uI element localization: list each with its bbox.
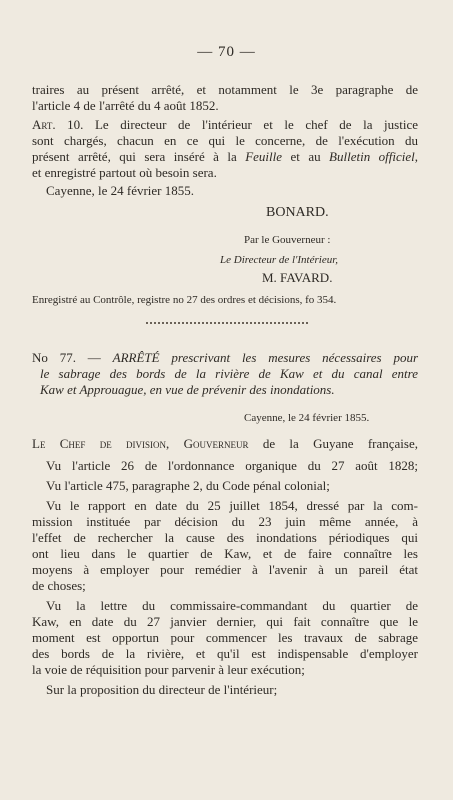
text-line: moyens à employer pour remédier à l'avenir à un pareil état: [32, 562, 418, 577]
text-line: la voie de réquisition pour parvenir à leur exécution;: [32, 662, 305, 677]
text-segment: et au: [282, 149, 330, 164]
article-number: Art. 10.: [32, 117, 84, 132]
date-line: Cayenne, le 24 février 1855.: [46, 183, 195, 198]
text-line: Vu l'article 475, paragraphe 2, du Code pénal colonial;: [46, 478, 330, 493]
heading-text: ARRÊTÉ prescrivant les mesures nécessaires pour: [112, 350, 418, 365]
text-line: ont lieu dans le quartier de Kaw, et de faire connaître les: [32, 546, 418, 561]
bulletin-title: Bulletin officiel: [329, 149, 415, 164]
text-line: de choses;: [32, 578, 86, 593]
signature-name: BONARD.: [266, 205, 329, 220]
text-line: et enregistré partout où besoin sera.: [32, 165, 217, 180]
text-segment: ,: [414, 149, 418, 164]
text-line: mission instituée par décision du 23 juin même année, à: [32, 514, 418, 529]
text-line: moment est opportun pour commencer les travaux de sabrage: [32, 630, 418, 645]
text-line: Vu la lettre du commissaire-commandant du quartier de: [46, 598, 418, 613]
text-line: l'effet de rechercher la cause des inondations périodiques qui: [32, 530, 418, 545]
decree-date: Cayenne, le 24 février 1855.: [244, 412, 370, 424]
text-line: traires au présent arrêté, et notamment le 3e paragraphe de: [32, 82, 418, 97]
article-10-line: [32, 117, 418, 133]
governor-line: [32, 436, 418, 452]
text-line: Sur la proposition du directeur de l'intérieur;: [46, 682, 278, 697]
decree-number: No 77. —: [32, 350, 113, 365]
registration-line: Enregistré au Contrôle, registre no 27 des ordres et décisions, fo 354.: [32, 294, 337, 306]
governor-title: Le Chef de division, Gouverneur: [32, 436, 249, 451]
signature-par: Par le Gouverneur :: [244, 234, 331, 246]
feuille-title: Feuille: [245, 149, 283, 164]
text-line: Vu le rapport en date du 25 juillet 1854, dressé par la com-: [46, 498, 418, 513]
page-number: — 70 —: [197, 44, 256, 60]
text-line: l'article 4 de l'arrêté du 4 août 1852.: [32, 98, 219, 113]
text-line: des bords de la rivière, et qu'il est indispensable d'employer: [32, 646, 418, 661]
heading-line: le sabrage des bords de la rivière de Kaw et du canal entre: [40, 366, 418, 381]
text-line-with-italics: [32, 149, 418, 165]
text-line: sont chargés, chacun en ce qui le concerne, de l'exécution du: [32, 133, 418, 148]
section-divider: [146, 322, 308, 324]
text-segment: de la Guyane française,: [248, 436, 418, 451]
text-segment: Le directeur de l'intérieur et le chef de la justice: [83, 117, 418, 132]
heading-line: Kaw et Approuague, en vue de prévenir des inondations.: [40, 382, 335, 397]
heading-line: [32, 350, 418, 366]
text-line: Vu l'article 26 de l'ordonnance organique du 27 août 1828;: [46, 458, 418, 473]
text-line: Kaw, en date du 27 janvier dernier, qui fait connaître que le: [32, 614, 418, 629]
signature-name-2: M. FAVARD.: [262, 270, 333, 285]
text-segment: présent arrêté, qui sera inséré à la: [32, 149, 246, 164]
signature-title: Le Directeur de l'Intérieur,: [220, 254, 339, 266]
